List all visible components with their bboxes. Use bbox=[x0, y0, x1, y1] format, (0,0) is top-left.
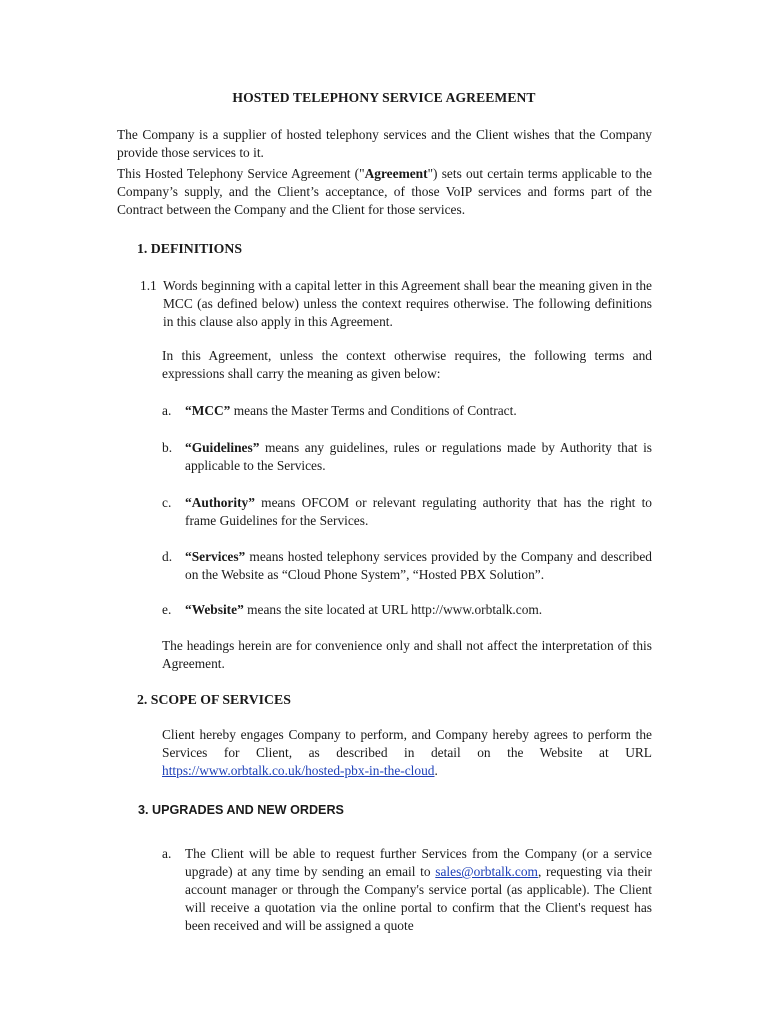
clause-number: 1.1 bbox=[140, 278, 157, 293]
section-3-heading: 3. UPGRADES AND NEW ORDERS bbox=[138, 803, 344, 817]
item-letter-b: b. bbox=[162, 440, 173, 455]
definition-authority bbox=[185, 494, 652, 530]
section-2-heading: 2. SCOPE OF SERVICES bbox=[137, 692, 291, 707]
definition-mcc bbox=[185, 402, 652, 420]
document-title: HOSTED TELEPHONY SERVICE AGREEMENT bbox=[232, 90, 536, 105]
definition-website-text: means the site located at URL http://www.orbtalk.com. bbox=[243, 602, 543, 617]
term-website: “Website” bbox=[185, 602, 244, 617]
definition-services bbox=[185, 548, 652, 584]
item-letter-3a: a. bbox=[162, 846, 172, 861]
definition-guidelines bbox=[185, 439, 652, 475]
term-services: “Services” bbox=[185, 549, 246, 564]
item-letter-e: e. bbox=[162, 602, 172, 617]
scope-paragraph bbox=[162, 726, 652, 780]
upgrades-text-end: , requesting via their account manager or through the Company's service portal (as applicable). The Client will receive a quotation via the online portal to confirm that the Client's request has been received and will be assigned a quote bbox=[185, 864, 653, 933]
agreement-term: Agreement bbox=[364, 166, 428, 181]
clause-1-1-text: Words beginning with a capital letter in this Agreement shall bear the meaning given in the MCC (as defined below) unless the context requires otherwise. The following definitions in this clause also apply in this Agreement. bbox=[163, 278, 652, 329]
scope-text-end: . bbox=[434, 763, 438, 778]
upgrades-item-a bbox=[185, 845, 652, 935]
term-authority: “Authority” bbox=[185, 495, 255, 510]
definition-services-text: means hosted telephony services provided by the Company and described on the Website as “Cloud Phone System”, “Hosted PBX Solution”. bbox=[185, 549, 652, 582]
scope-text: Client hereby engages Company to perform, and Company hereby agrees to perform the Services for Client, as described in detail on the Website at URL bbox=[162, 727, 652, 760]
hosted-pbx-link[interactable]: https://www.orbtalk.co.uk/hosted-pbx-in-the-cloud bbox=[162, 763, 435, 778]
intro-p2-end: ") sets out certain terms applicable to the Company’s supply, and the Client’s acceptance, of those VoIP services and forms part of the Contract between the Company and the Client for those services. bbox=[117, 166, 653, 217]
item-letter-c: c. bbox=[162, 495, 172, 510]
intro-p2-start: This Hosted Telephony Service Agreement (" bbox=[117, 166, 365, 181]
item-letter-d: d. bbox=[162, 549, 173, 564]
clause-1-1 bbox=[140, 277, 652, 331]
definition-mcc-text: means the Master Terms and Conditions of Contract. bbox=[230, 403, 517, 418]
intro-paragraph-1: The Company is a supplier of hosted telephony services and the Client wishes that the Company provide those services to it. bbox=[117, 127, 652, 160]
definitions-closing: The headings herein are for convenience only and shall not affect the interpretation of this Agreement. bbox=[162, 638, 652, 671]
term-guidelines: “Guidelines” bbox=[185, 440, 260, 455]
upgrades-text: The Client will be able to request further Services from the Company (or a service upgrade) at any time by sending an email to bbox=[185, 846, 652, 879]
intro-paragraph-2 bbox=[117, 165, 652, 219]
definition-guidelines-text: means any guidelines, rules or regulations made by Authority that is applicable to the Services. bbox=[185, 440, 652, 473]
section-1-heading: 1. DEFINITIONS bbox=[137, 241, 243, 256]
sales-email-link[interactable]: sales@orbtalk.com bbox=[435, 864, 538, 879]
item-letter-a: a. bbox=[162, 403, 172, 418]
term-mcc: “MCC” bbox=[185, 403, 231, 418]
definition-website bbox=[185, 601, 652, 619]
definitions-lead: In this Agreement, unless the context otherwise requires, the following terms and expressions shall carry the meaning as given below: bbox=[162, 348, 652, 381]
definition-authority-text: means OFCOM or relevant regulating authority that has the right to frame Guidelines for the Services. bbox=[185, 495, 652, 528]
